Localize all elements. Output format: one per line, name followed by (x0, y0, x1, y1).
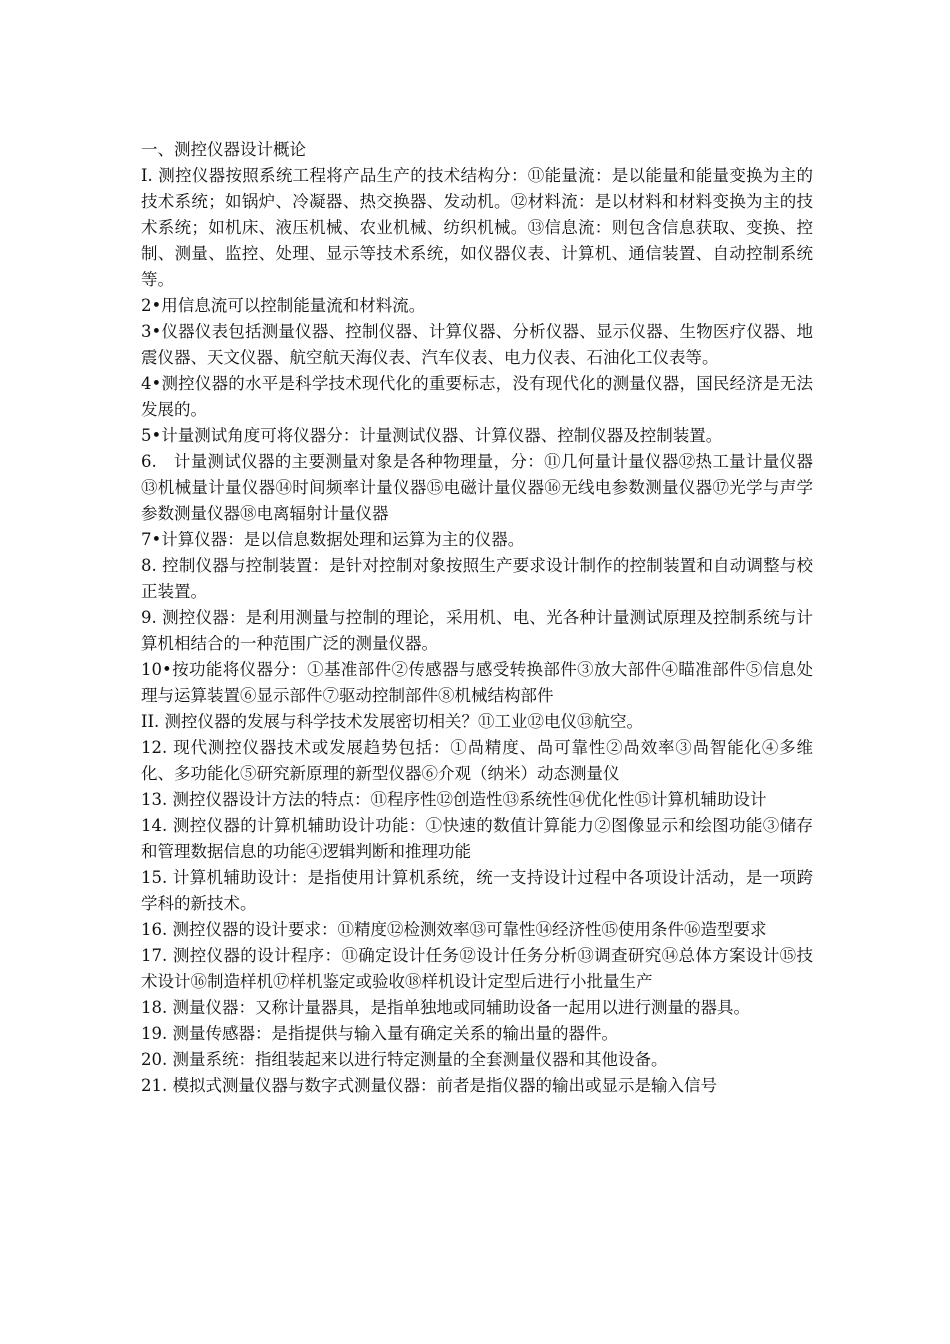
paragraph-7: 7•计算仪器：是以信息数据处理和运算为主的仪器。 (141, 530, 525, 549)
paragraph-9: 9. 测控仪器：是利用测量与控制的理论，采用机、电、光各种计量测试原理及控制系统与计算机相结合的一种范围广泛的测量仪器。 (141, 608, 813, 653)
paragraph-18: 18. 测量仪器：又称计量器具，是指单独地或同辅助设备一起用以进行测量的器具。 (141, 998, 750, 1017)
paragraph-17: 17. 测控仪器的设计程序：⑪确定设计任务⑫设计任务分析⑬调查研究⑭总体方案设计⑮技术设计⑯制造样机⑰样机鉴定或验收⑱样机设计定型后进行小批量生产 (141, 946, 813, 991)
paragraph-15: 15. 计算机辅助设计：是指使用计算机系统，统一支持设计过程中各项设计活动，是一项跨学科的新技术。 (141, 868, 813, 913)
paragraph-10: 10•按功能将仪器分：①基准部件②传感器与感受转换部件③放大部件④瞄准部件⑤信息处理与运算装置⑥显示部件⑦驱动控制部件⑧机械结构部件 (141, 660, 813, 705)
paragraph-20: 20. 测量系统：指组装起来以进行特定测量的全套测量仪器和其他设备。 (141, 1050, 668, 1069)
section-heading: 一、测控仪器设计概论 (141, 140, 306, 159)
document-body (141, 137, 813, 1099)
paragraph-4: 4•测控仪器的水平是科学技术现代化的重要标志，没有现代化的测量仪器，国民经济是无法发展的。 (141, 374, 813, 419)
paragraph-13: 13. 测控仪器设计方法的特点：⑪程序性⑫创造性⑬系统性⑭优化性⑮计算机辅助设计 (141, 790, 767, 809)
paragraph-21: 21. 模拟式测量仪器与数字式测量仪器：前者是指仪器的输出或显示是输入信号 (141, 1076, 717, 1095)
paragraph-8: 8. 控制仪器与控制装置：是针对控制对象按照生产要求设计制作的控制装置和自动调整与校正装置。 (141, 556, 813, 601)
paragraph-12: 12. 现代测控仪器技术或发展趋势包括：①咼精度、咼可靠性②咼效率③咼智能化④多维化、多功能化⑤研究新原理的新型仪器⑥介观（纳米）动态测量仪 (141, 738, 813, 783)
paragraph-11: II. 测控仪器的发展与科学技术发展密切相关？⑪工业⑫电仪⑬航空。 (141, 712, 644, 731)
paragraph-1: I. 测控仪器按照系统工程将产品生产的技术结构分：⑪能量流：是以能量和能量变换为主的技术系统；如锅炉、冷凝器、热交换器、发动机。⑫材料流：是以材料和材料变换为主的技术系统；如机床、液压机械、农业机械、纺织机械。⑬信息流：则包含信息获取、变换、控制、测量、监控、处理、显示等技术系统，如仪器仪表、计算机、通信装置、自动控制系统等。 (141, 166, 813, 289)
paragraph-14: 14. 测控仪器的计算机辅助设计功能：①快速的数值计算能力②图像显示和绘图功能③储存和管理数据信息的功能④逻辑判断和推理功能 (141, 816, 813, 861)
paragraph-2: 2•用信息流可以控制能量流和材料流。 (141, 296, 426, 315)
paragraph-6: 6. 计量测试仪器的主要测量对象是各种物理量，分：⑪几何量计量仪器⑫热工量计量仪器⑬机械量计量仪器⑭时间频率计量仪器⑮电磁计量仪器⑯无线电参数测量仪器⑰光学与声学参数测量仪器⑱电离辐射计量仪器 (141, 452, 813, 523)
paragraph-3: 3•仪器仪表包括测量仪器、控制仪器、计算仪器、分析仪器、显示仪器、生物医疗仪器、地震仪器、天文仪器、航空航天海仪表、汽车仪表、电力仪表、石油化工仪表等。 (141, 322, 813, 367)
paragraph-5: 5•计量测试角度可将仪器分：计量测试仪器、计算仪器、控制仪器及控制装置。 (141, 426, 723, 445)
paragraph-16: 16. 测控仪器的设计要求：⑪精度⑫检测效率⑬可靠性⑭经济性⑮使用条件⑯造型要求 (141, 920, 767, 939)
paragraph-19: 19. 测量传感器：是指提供与输入量有确定关系的输出量的器件。 (141, 1024, 618, 1043)
